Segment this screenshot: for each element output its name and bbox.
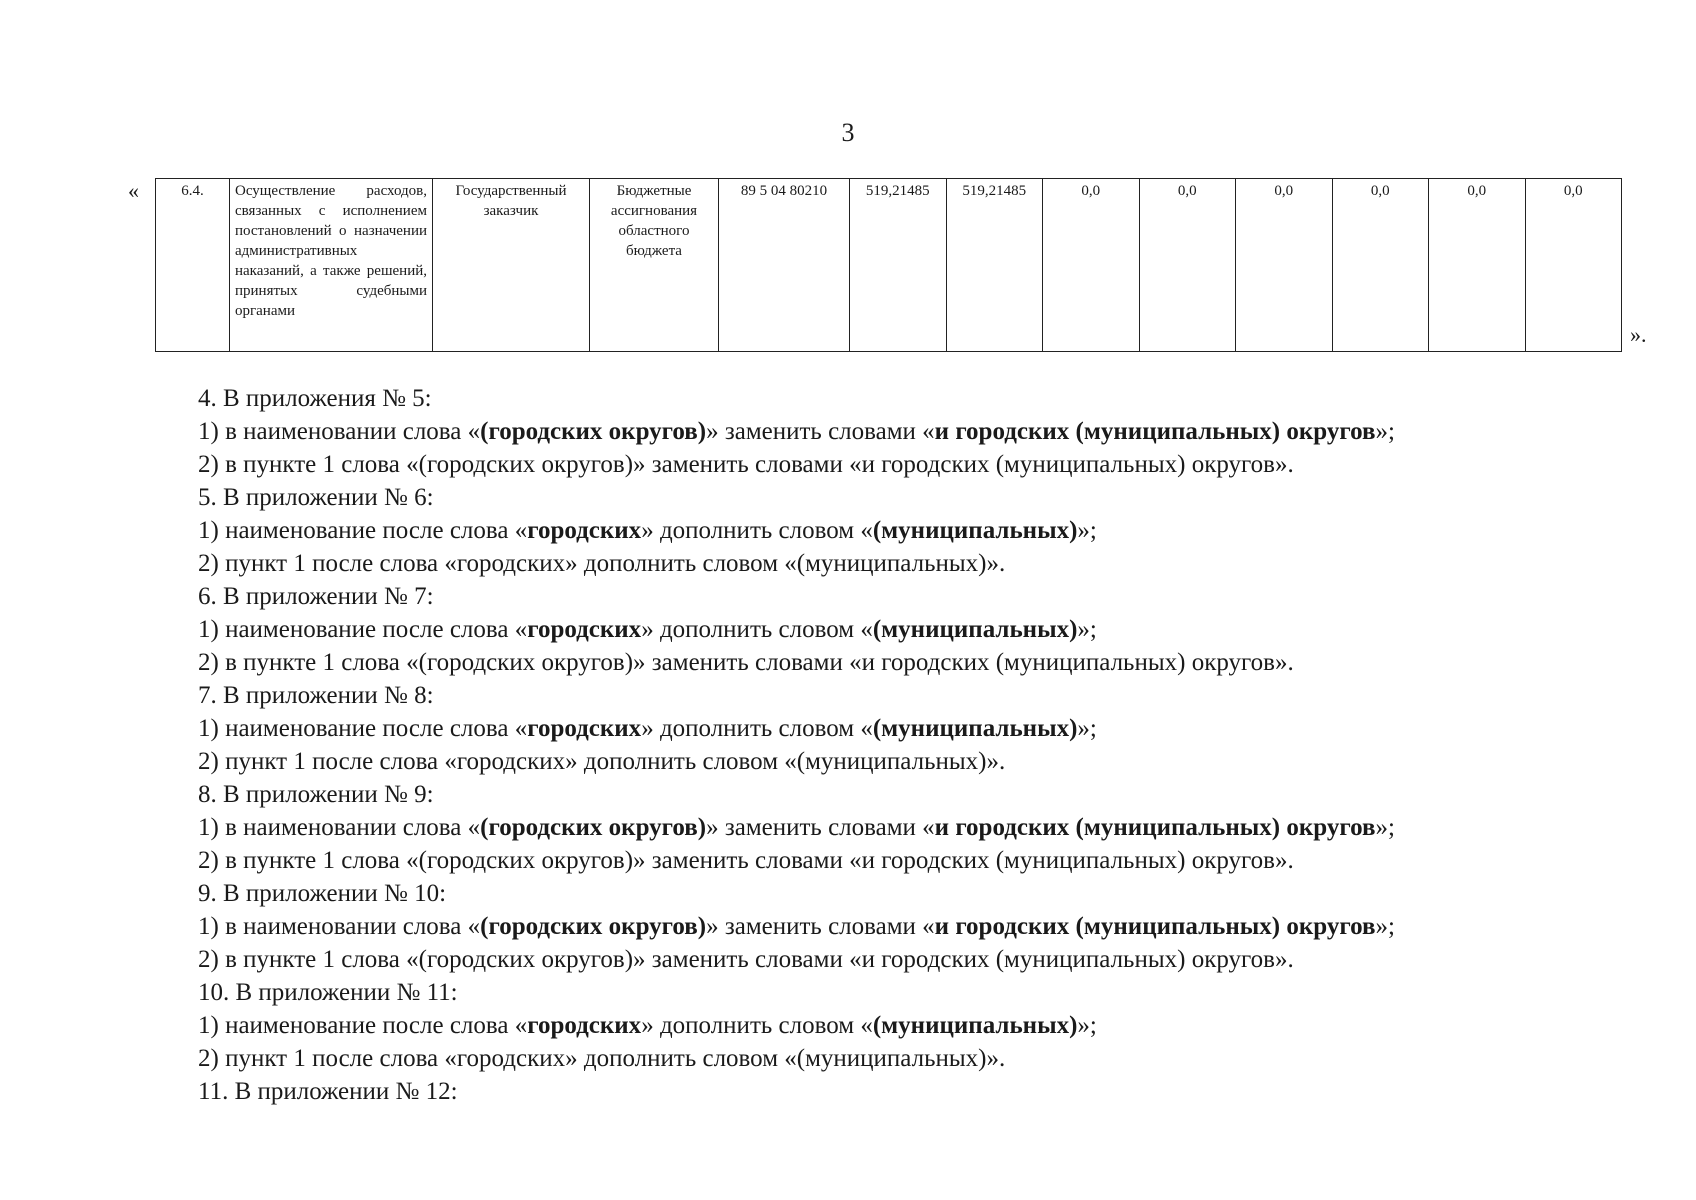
table-quote-close: ». xyxy=(1630,322,1647,347)
amendment-text: 2) в пункте 1 слова «(городских округов)» заменить словами «и городских (муниципальных) округов». xyxy=(198,946,1294,973)
amendment-text: » дополнить словом « xyxy=(641,616,873,643)
row-value-year-7: 0,0 xyxy=(1525,179,1622,352)
amendment-text: »; xyxy=(1375,814,1395,841)
amendment-text: 7. В приложении № 8: xyxy=(198,682,434,709)
amendment-text: »; xyxy=(1077,715,1097,742)
amendment-line xyxy=(198,679,1648,712)
amendment-list xyxy=(198,382,1648,1108)
amendment-line xyxy=(198,745,1648,778)
amendment-bold-text: и городских (муниципальных) округов xyxy=(934,418,1376,445)
amendment-line xyxy=(198,910,1648,943)
amendment-text: 2) в пункте 1 слова «(городских округов)» заменить словами «и городских (муниципальных) округов». xyxy=(198,451,1294,478)
amendment-line xyxy=(198,580,1648,613)
amendment-text: » дополнить словом « xyxy=(641,715,873,742)
row-value-year-1: 519,21485 xyxy=(946,179,1043,352)
amendment-text: »; xyxy=(1375,418,1395,445)
amendment-bold-text: (городских округов) xyxy=(480,418,707,445)
amendment-line xyxy=(198,1075,1648,1108)
amendment-bold-text: и городских (муниципальных) округов xyxy=(934,913,1376,940)
row-funding-source: Бюджетные ассигнования областного бюджета xyxy=(590,179,719,352)
budget-table xyxy=(155,178,1622,352)
amendment-text: 1) наименование после слова « xyxy=(198,715,528,742)
amendment-bold-text: городских xyxy=(527,1012,642,1039)
amendment-bold-text: (городских округов) xyxy=(480,913,707,940)
amendment-bold-text: (муниципальных) xyxy=(872,1012,1078,1039)
amendment-text: 2) в пункте 1 слова «(городских округов)» заменить словами «и городских (муниципальных) округов». xyxy=(198,649,1294,676)
amendment-text: 6. В приложении № 7: xyxy=(198,583,434,610)
amendment-line xyxy=(198,646,1648,679)
amendment-text: 1) в наименовании слова « xyxy=(198,913,481,940)
amendment-text: »; xyxy=(1077,517,1097,544)
amendment-text: 1) наименование после слова « xyxy=(198,1012,528,1039)
amendment-text: 2) пункт 1 после слова «городских» дополнить словом «(муниципальных)». xyxy=(198,748,1006,775)
amendment-line xyxy=(198,778,1648,811)
page-number: 3 xyxy=(841,118,855,147)
amendment-text: 9. В приложении № 10: xyxy=(198,880,447,907)
row-budget-code: 89 5 04 80210 xyxy=(719,179,850,352)
amendment-line xyxy=(198,481,1648,514)
row-value-year-3: 0,0 xyxy=(1139,179,1236,352)
amendment-line xyxy=(198,844,1648,877)
amendment-line xyxy=(198,976,1648,1009)
amendment-bold-text: (муниципальных) xyxy=(872,715,1078,742)
row-description: Осуществление расходов, связанных с исполнением постановлений о назначении административных наказаний, а также решений, принятых судебными органами xyxy=(230,179,433,352)
row-value-year-2: 0,0 xyxy=(1043,179,1140,352)
amendment-text: 2) пункт 1 после слова «городских» дополнить словом «(муниципальных)». xyxy=(198,1045,1006,1072)
amendment-line xyxy=(198,712,1648,745)
row-number: 6.4. xyxy=(156,179,230,352)
amendment-text: 5. В приложении № 6: xyxy=(198,484,434,511)
amendment-line xyxy=(198,415,1648,448)
amendment-text: » заменить словами « xyxy=(706,418,935,445)
amendment-line xyxy=(198,877,1648,910)
amendment-text: » дополнить словом « xyxy=(641,517,873,544)
amendment-bold-text: городских xyxy=(527,616,642,643)
amendment-text: » дополнить словом « xyxy=(641,1012,873,1039)
amendment-bold-text: (муниципальных) xyxy=(872,616,1078,643)
row-value-year-5: 0,0 xyxy=(1332,179,1429,352)
amendment-bold-text: и городских (муниципальных) округов xyxy=(934,814,1376,841)
row-value-total: 519,21485 xyxy=(850,179,947,352)
row-executor: Государственный заказчик xyxy=(433,179,590,352)
amendment-text: »; xyxy=(1077,616,1097,643)
amendment-text: » заменить словами « xyxy=(706,913,935,940)
amendment-bold-text: (городских округов) xyxy=(480,814,707,841)
amendment-bold-text: (муниципальных) xyxy=(872,517,1078,544)
amendment-text: 4. В приложения № 5: xyxy=(198,385,432,412)
amendment-line xyxy=(198,811,1648,844)
amendment-line xyxy=(198,943,1648,976)
amendment-text: 1) наименование после слова « xyxy=(198,616,528,643)
amendment-line xyxy=(198,448,1648,481)
amendment-text: 10. В приложении № 11: xyxy=(198,979,458,1006)
row-value-year-6: 0,0 xyxy=(1429,179,1526,352)
amendment-bold-text: городских xyxy=(527,715,642,742)
amendment-text: 2) пункт 1 после слова «городских» дополнить словом «(муниципальных)». xyxy=(198,550,1006,577)
amendment-line xyxy=(198,1042,1648,1075)
amendment-bold-text: городских xyxy=(527,517,642,544)
row-value-year-4: 0,0 xyxy=(1236,179,1333,352)
table-quote-open: « xyxy=(128,178,139,203)
amendment-text: 2) в пункте 1 слова «(городских округов)» заменить словами «и городских (муниципальных) округов». xyxy=(198,847,1294,874)
amendment-text: » заменить словами « xyxy=(706,814,935,841)
table-row xyxy=(156,179,1622,352)
amendment-text: 1) наименование после слова « xyxy=(198,517,528,544)
amendment-text: 8. В приложении № 9: xyxy=(198,781,434,808)
amendment-text: 11. В приложении № 12: xyxy=(198,1078,458,1105)
amendment-line xyxy=(198,547,1648,580)
amendment-text: »; xyxy=(1077,1012,1097,1039)
amendment-text: 1) в наименовании слова « xyxy=(198,814,481,841)
amendment-line xyxy=(198,613,1648,646)
amendment-line xyxy=(198,514,1648,547)
amendment-text: 1) в наименовании слова « xyxy=(198,418,481,445)
amendment-text: »; xyxy=(1375,913,1395,940)
amendment-line xyxy=(198,382,1648,415)
amendment-line xyxy=(198,1009,1648,1042)
